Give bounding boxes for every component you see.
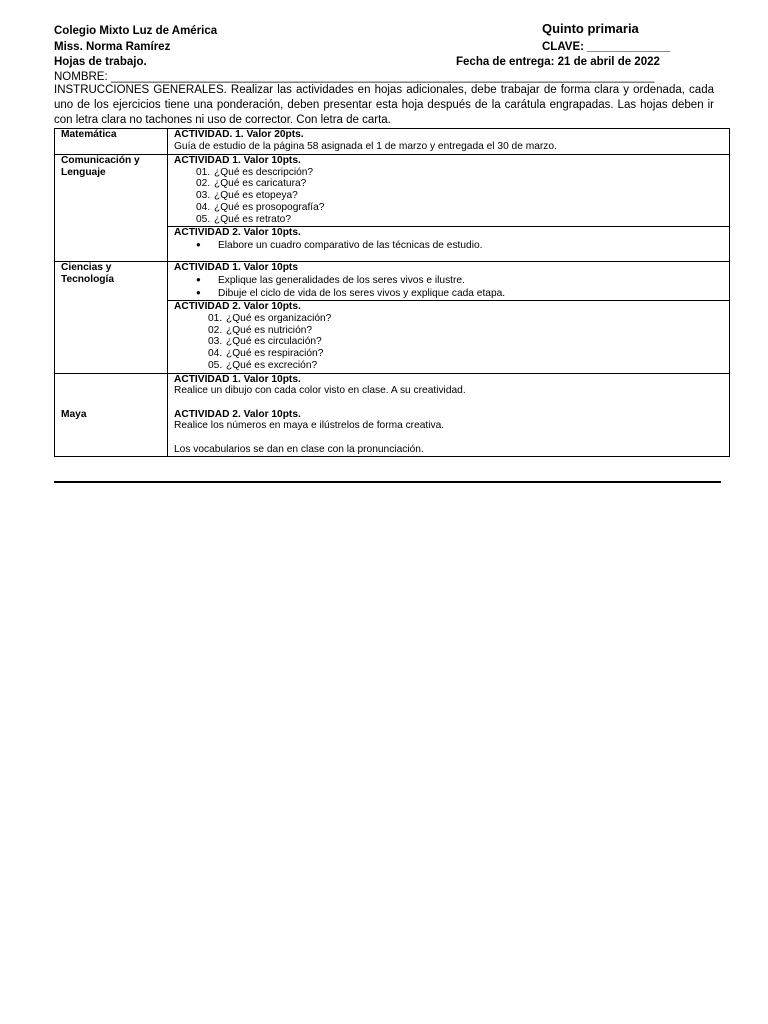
question-list — [174, 313, 724, 372]
question-list — [174, 167, 724, 226]
activity-title: ACTIVIDAD 2. Valor 10pts. — [174, 227, 301, 239]
activity-title: ACTIVIDAD 2. Valor 10pts. — [174, 408, 301, 420]
list-item: ● Explique las generalidades de los seres vivos e ilustre. — [196, 274, 465, 286]
activity-title: ACTIVIDAD 1. Valor 10pts. — [174, 373, 301, 385]
subject-cell — [55, 155, 168, 262]
table-row — [55, 262, 730, 301]
activity-cell — [168, 262, 730, 301]
activity-title: ACTIVIDAD 1. Valor 10pts. — [174, 155, 301, 166]
list-item: 05. ¿Qué es excreción? — [208, 359, 318, 371]
subject-cell — [55, 373, 168, 457]
list-item: ● Dibuje el ciclo de vida de los seres vivos y explique cada etapa. — [196, 287, 506, 299]
activity-title: ACTIVIDAD 2. Valor 10pts. — [174, 301, 301, 313]
bullet-icon: ● — [196, 274, 201, 284]
subject-cell: Matemática — [55, 129, 168, 155]
general-instructions: INSTRUCCIONES GENERALES. Realizar las actividades en hojas adicionales, debe trabajar de forma clara y ordenada, cada uno de los ejercicios tiene una ponderación, deben presentar esta hoja después de la carátula engrapadas. Las hojas deben ir con letra clara no tachones ni uso de corrector. Con letra de carta. — [54, 84, 714, 126]
grade-label: Quinto primaria — [542, 21, 639, 36]
bullet-icon: ● — [196, 239, 201, 249]
list-item: 03. ¿Qué es etopeya? — [196, 190, 298, 202]
subject-label: Comunicación y Lenguaje — [61, 155, 140, 178]
school-name: Colegio Mixto Luz de América — [54, 25, 218, 37]
list-item: 01. ¿Qué es organización? — [208, 313, 332, 325]
list-item: 05. ¿Qué es retrato? — [196, 213, 292, 225]
list-item: 02. ¿Qué es nutrición? — [208, 324, 313, 336]
subject-label: Ciencias y Tecnología — [61, 262, 115, 285]
bullet-icon: ● — [196, 287, 201, 297]
subject-label: Maya — [61, 408, 87, 420]
activity-cell — [168, 227, 730, 262]
list-item: 01. ¿Qué es descripción? — [196, 166, 314, 178]
bullet-list — [174, 274, 724, 299]
list-item: ● Elabore un cuadro comparativo de las técnicas de estudio. — [196, 239, 483, 251]
activity-text: Guía de estudio de la página 58 asignada el 1 de marzo y entregada el 30 de marzo. — [174, 140, 557, 152]
list-item: 04. ¿Qué es prosopografía? — [196, 201, 325, 213]
activity-text: Realice un dibujo con cada color visto en clase. A su creatividad. — [174, 385, 466, 397]
name-field[interactable]: NOMBRE: _____________________________________________________________________________________ — [54, 71, 655, 83]
activity-title: ACTIVIDAD 1. Valor 10pts — [174, 262, 298, 274]
table-row — [55, 155, 730, 227]
activity-text: Realice los números en maya e ilústrelos de forma creativa. — [174, 420, 445, 432]
activity-cell — [168, 129, 730, 155]
subject-cell — [55, 262, 168, 373]
activity-cell — [168, 373, 730, 457]
activity-note: Los vocabularios se dan en clase con la pronunciación. — [174, 443, 424, 455]
sheet-type: Hojas de trabajo. — [54, 56, 147, 68]
list-item: 04. ¿Qué es respiración? — [208, 348, 324, 360]
horizontal-divider — [54, 481, 721, 483]
list-item: 02. ¿Qué es caricatura? — [196, 178, 307, 190]
activity-cell — [168, 155, 730, 227]
due-date: Fecha de entrega: 21 de abril de 2022 — [456, 56, 660, 68]
table-row — [55, 373, 730, 457]
clave-field[interactable]: CLAVE: _____________ — [542, 41, 671, 53]
activity-title: ACTIVIDAD. 1. Valor 20pts. — [174, 129, 304, 140]
list-item: 03. ¿Qué es circulación? — [208, 336, 322, 348]
table-row — [55, 129, 730, 155]
bullet-list — [174, 239, 724, 252]
activity-cell — [168, 301, 730, 373]
teacher-name: Miss. Norma Ramírez — [54, 41, 171, 53]
activities-table — [54, 128, 730, 457]
